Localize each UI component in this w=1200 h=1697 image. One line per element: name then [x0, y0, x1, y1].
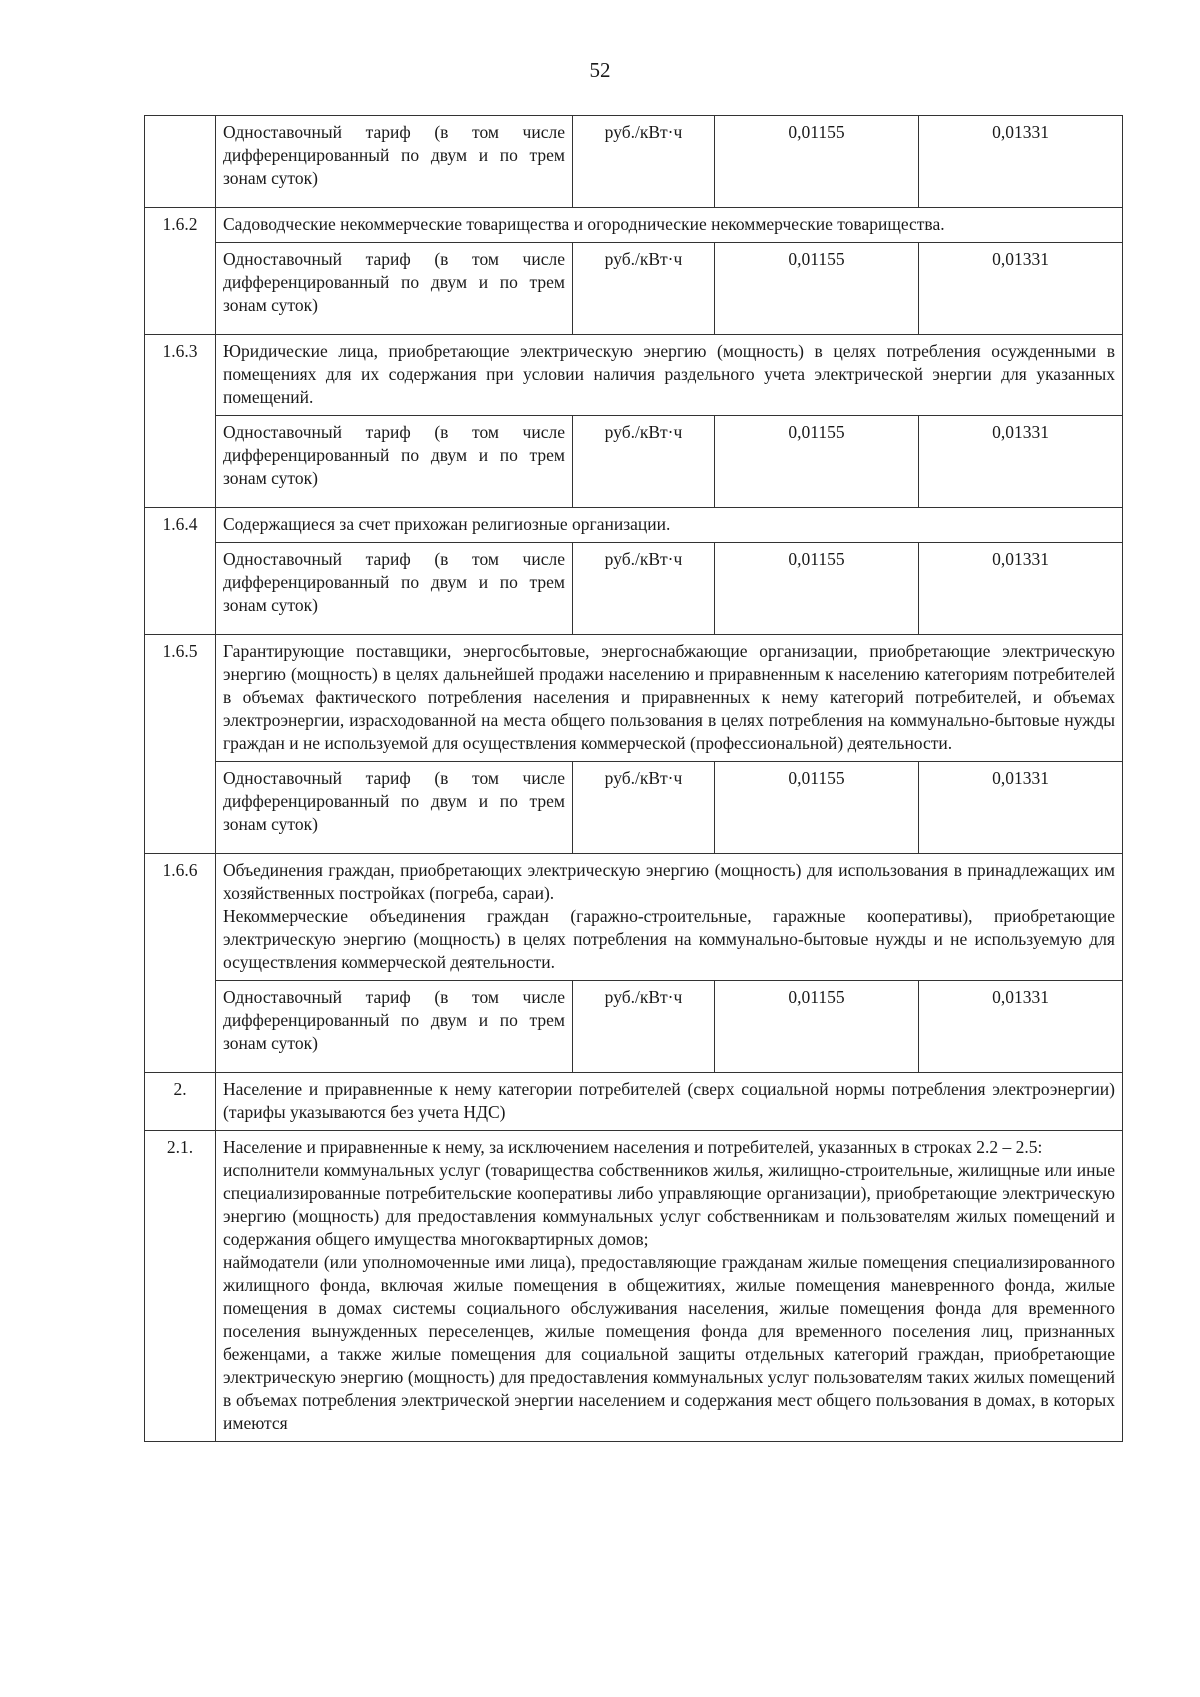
value-cell-1: 0,01155: [715, 543, 919, 635]
row-number: 1.6.3: [145, 335, 216, 508]
table-row: [145, 762, 1123, 854]
unit-cell: руб./кВт·ч: [573, 416, 715, 508]
row-number: 2.: [145, 1073, 216, 1131]
table-row: [145, 416, 1123, 508]
value-cell-1: 0,01155: [715, 981, 919, 1073]
unit-cell: руб./кВт·ч: [573, 243, 715, 335]
section-title: Юридические лица, приобретающие электрическую энергию (мощность) в целях потребления осужденными в помещениях для их содержания при условии наличия раздельного учета электрической энергии для указанных помещений.: [216, 335, 1123, 416]
value-cell-1: 0,01155: [715, 416, 919, 508]
section-row: [145, 1073, 1123, 1131]
row-number: 1.6.6: [145, 854, 216, 1073]
section-title: Садоводческие некоммерческие товарищества и огороднические некоммерческие товарищества.: [216, 208, 1123, 243]
value-cell-1: 0,01155: [715, 116, 919, 208]
section-title: Гарантирующие поставщики, энергосбытовые, энергоснабжающие организации, приобретающие электрическую энергию (мощность) в целях дальнейшей продажи населению и приравненным к населению категориям потребителей в объемах фактического потребления населения и приравненных к нему категорий потребителей, и объемах электроэнергии, израсходованной на места общего пользования в целях потребления на коммунально-бытовые нужды граждан и не используемой для осуществления коммерческой (профессиональной) деятельности.: [216, 635, 1123, 762]
section-row: [145, 508, 1123, 543]
tariff-name-cell: Одноставочный тариф (в том числе дифференцированный по двум и по трем зонам суток): [216, 416, 573, 508]
section-row: [145, 635, 1123, 762]
row-number: [145, 116, 216, 208]
value-cell-2: 0,01331: [919, 243, 1123, 335]
unit-cell: руб./кВт·ч: [573, 762, 715, 854]
row-number: 2.1.: [145, 1131, 216, 1442]
table-row: [145, 116, 1123, 208]
tariff-name-cell: Одноставочный тариф (в том числе дифференцированный по двум и по трем зонам суток): [216, 981, 573, 1073]
section-title: Содержащиеся за счет прихожан религиозные организации.: [216, 508, 1123, 543]
unit-cell: руб./кВт·ч: [573, 116, 715, 208]
value-cell-1: 0,01155: [715, 243, 919, 335]
value-cell-2: 0,01331: [919, 543, 1123, 635]
section-paragraph: Объединения граждан, приобретающих электрическую энергию (мощность) для использования в принадлежащих им хозяйственных постройках (погреба, сараи).: [223, 860, 1115, 903]
section-row: [145, 335, 1123, 416]
value-cell-2: 0,01331: [919, 416, 1123, 508]
page-number: 52: [589, 58, 611, 82]
row-number: 1.6.4: [145, 508, 216, 635]
section-row: [145, 1131, 1123, 1442]
section-title: [216, 854, 1123, 981]
table-row: [145, 543, 1123, 635]
value-cell-2: 0,01331: [919, 762, 1123, 854]
tariff-name-cell: Одноставочный тариф (в том числе дифференцированный по двум и по трем зонам суток): [216, 243, 573, 335]
section-row: [145, 208, 1123, 243]
section-title: [216, 1131, 1123, 1442]
value-cell-1: 0,01155: [715, 762, 919, 854]
tariff-name-cell: Одноставочный тариф (в том числе дифференцированный по двум и по трем зонам суток): [216, 762, 573, 854]
section-row: [145, 854, 1123, 981]
tariff-table: [144, 115, 1123, 1442]
section-paragraph: наймодатели (или уполномоченные ими лица), предоставляющие гражданам жилые помещения специализированного жилищного фонда, включая жилые помещения в общежитиях, жилые помещения маневренного фонда, жилые помещения в домах системы социального обслуживания населения, жилые помещения фонда для временного поселения вынужденных переселенцев, жилые помещения фонда для временного поселения лиц, признанных беженцами, а также жилые помещения для социальной защиты отдельных категорий граждан, приобретающие электрическую энергию (мощность) для предоставления коммунальных услуг пользователям таких жилых помещений в объемах потребления электрической энергии населением и содержания мест общего пользования в домах, в которых имеются: [223, 1252, 1115, 1433]
section-title: Население и приравненные к нему категории потребителей (сверх социальной нормы потребления электроэнергии) (тарифы указываются без учета НДС): [216, 1073, 1123, 1131]
table-row: [145, 243, 1123, 335]
table-row: [145, 981, 1123, 1073]
unit-cell: руб./кВт·ч: [573, 981, 715, 1073]
value-cell-2: 0,01331: [919, 116, 1123, 208]
section-paragraph: Население и приравненные к нему, за исключением населения и потребителей, указанных в строках 2.2 – 2.5:: [223, 1137, 1043, 1157]
section-paragraph: исполнители коммунальных услуг (товарищества собственников жилья, жилищно-строительные, жилищные или иные специализированные потребительские кооперативы либо управляющие организации), приобретающие электрическую энергию (мощность) для предоставления коммунальных услуг собственникам и пользователям жилых помещений и содержания общего имущества многоквартирных домов;: [223, 1160, 1115, 1249]
row-number: 1.6.2: [145, 208, 216, 335]
tariff-name-cell: Одноставочный тариф (в том числе дифференцированный по двум и по трем зонам суток): [216, 543, 573, 635]
section-paragraph: Некоммерческие объединения граждан (гаражно-строительные, гаражные кооперативы), приобретающие электрическую энергию (мощность) в целях потребления на коммунально-бытовые нужды и не используемую для осуществления коммерческой деятельности.: [223, 906, 1115, 972]
value-cell-2: 0,01331: [919, 981, 1123, 1073]
tariff-name-cell: Одноставочный тариф (в том числе дифференцированный по двум и по трем зонам суток): [216, 116, 573, 208]
row-number: 1.6.5: [145, 635, 216, 854]
unit-cell: руб./кВт·ч: [573, 543, 715, 635]
